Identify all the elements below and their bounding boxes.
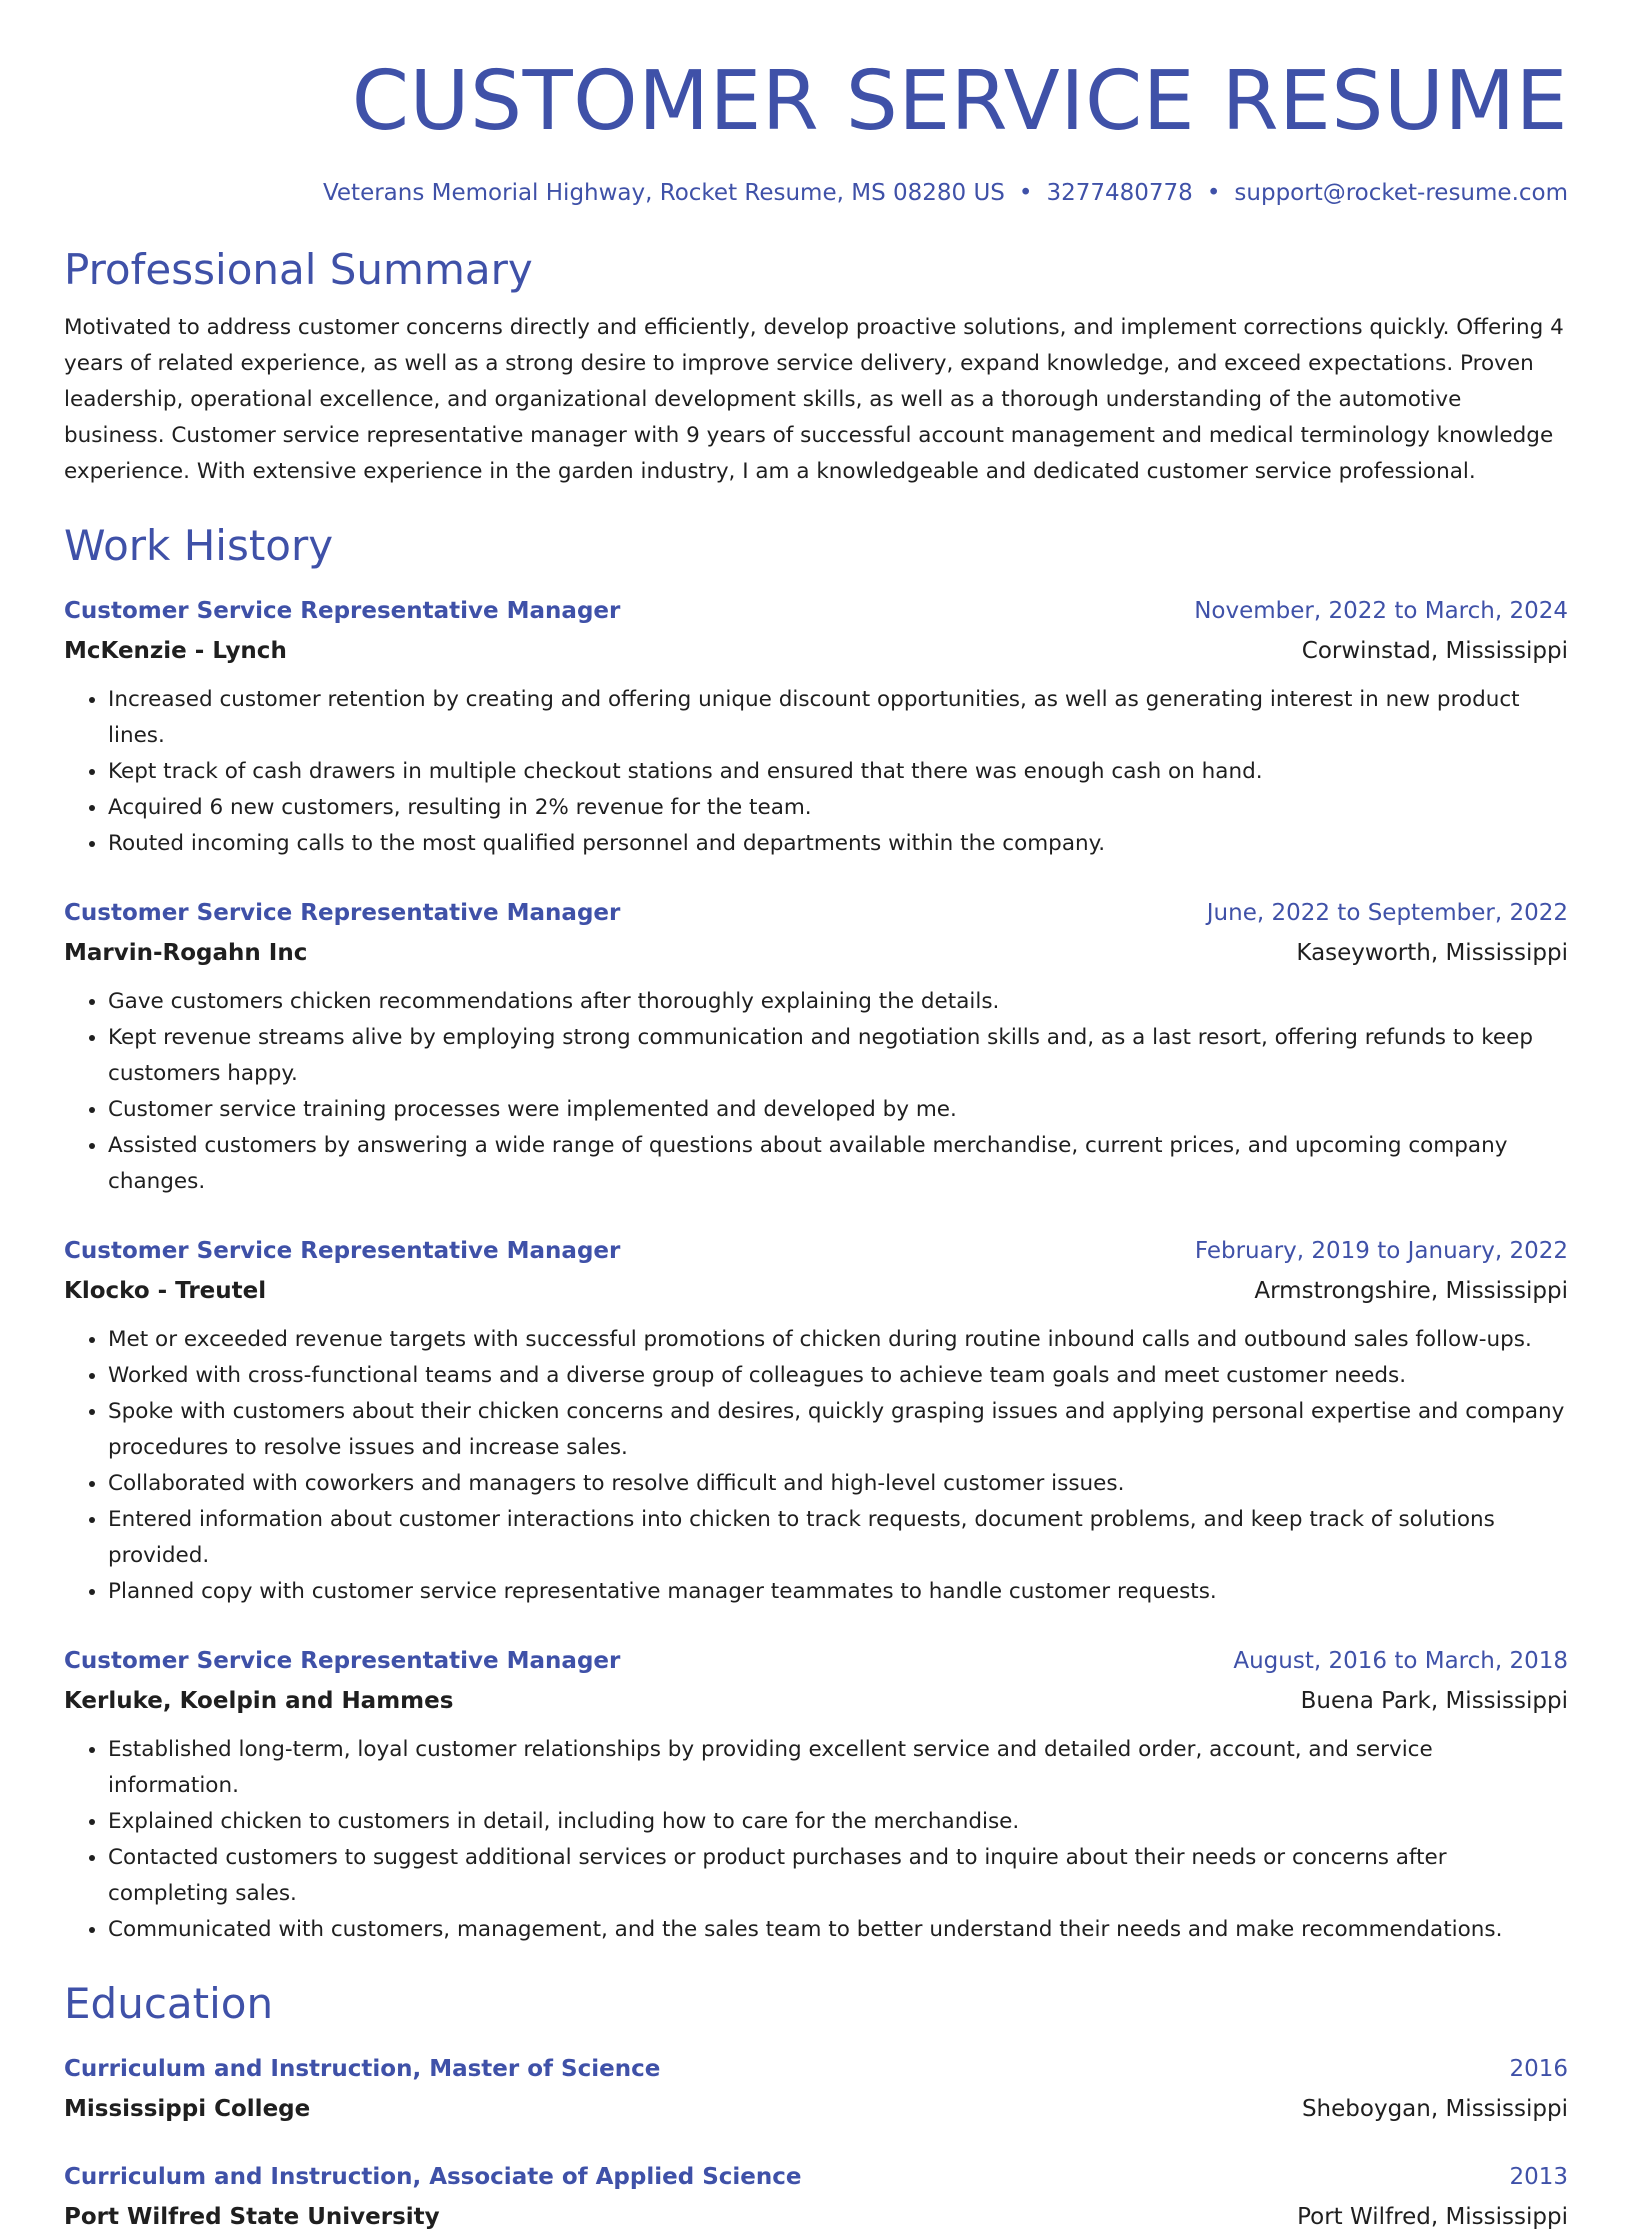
job-title: Customer Service Representative Manager (64, 900, 621, 926)
job-company: Klocko - Treutel (64, 1278, 267, 1304)
job-title: Customer Service Representative Manager (64, 598, 621, 624)
job-location: Armstrongshire, Mississippi (1254, 1278, 1568, 1304)
contact-address: Veterans Memorial Highway, Rocket Resume, MS 08280 US (322, 180, 1005, 206)
list-item: • Contacted customers to suggest additional services or product purchases and to inquire about their needs or concerns after completing sales. (108, 1840, 1568, 1912)
list-item: • Customer service training processes were implemented and developed by me. (108, 1092, 1568, 1128)
list-item: • Acquired 6 new customers, resulting in 2% revenue for the team. (108, 790, 1568, 826)
education-heading: Education (64, 1979, 274, 2028)
list-item: • Explained chicken to customers in detail, including how to care for the merchandise. (108, 1804, 1568, 1840)
job-dates: June, 2022 to September, 2022 (1206, 900, 1568, 926)
list-item: • Collaborated with coworkers and managers to resolve difficult and high-level customer issues. (108, 1466, 1568, 1502)
list-item: • Entered information about customer interactions into chicken to track requests, document problems, and keep track of solutions provided. (108, 1502, 1568, 1574)
job-location: Corwinstad, Mississippi (1301, 638, 1568, 664)
job-bullets (64, 1732, 1568, 1948)
contact-separator: • (1018, 180, 1033, 206)
list-item: • Gave customers chicken recommendations after thoroughly explaining the details. (108, 984, 1568, 1020)
degree-year: 2013 (1509, 2164, 1568, 2190)
education-entry (64, 2052, 1568, 2126)
job-location: Buena Park, Mississippi (1300, 1688, 1568, 1714)
job-bullets (64, 984, 1568, 1200)
summary-text: Motivated to address customer concerns directly and efficiently, develop proactive solutions, and implement corrections quickly. Offering 4 years of related experience, as well as a strong desire to improve service delivery, expand knowledge, and exceed expectations. Proven leadership, operational excellence, and organizational development skills, as well as a thorough understanding of the automotive business. Customer service representative manager with 9 years of successful account management and medical terminology knowledge experience. With extensive experience in the garden industry, I am a knowledgeable and dedicated customer service professional. (64, 315, 1564, 484)
job-company: Kerluke, Koelpin and Hammes (64, 1688, 454, 1714)
list-item: • Communicated with customers, management, and the sales team to better understand their needs and make recommendations. (108, 1912, 1568, 1948)
degree-title: Curriculum and Instruction, Associate of Applied Science (64, 2164, 802, 2190)
school-name: Port Wilfred State University (64, 2204, 440, 2230)
job-entry (64, 1234, 1568, 1610)
education-entry (64, 2160, 1568, 2234)
school-name: Mississippi College (64, 2096, 311, 2122)
resume-title: CUSTOMER SERVICE RESUME (351, 54, 1568, 149)
school-location: Port Wilfred, Mississippi (1297, 2204, 1568, 2230)
list-item: • Increased customer retention by creating and offering unique discount opportunities, as well as generating interest in new product lines. (108, 682, 1568, 754)
list-item: • Kept revenue streams alive by employing strong communication and negotiation skills and, as a last resort, offering refunds to keep customers happy. (108, 1020, 1568, 1092)
job-entry (64, 1644, 1568, 1948)
summary-heading: Professional Summary (64, 245, 533, 294)
contact-line (64, 178, 1568, 208)
list-item: • Planned copy with customer service representative manager teammates to handle customer requests. (108, 1574, 1568, 1610)
degree-title: Curriculum and Instruction, Master of Science (64, 2056, 661, 2082)
contact-email[interactable]: support@rocket-resume.com (1234, 180, 1568, 206)
job-dates: August, 2016 to March, 2018 (1233, 1648, 1568, 1674)
job-company: McKenzie - Lynch (64, 638, 287, 664)
list-item: • Assisted customers by answering a wide range of questions about available merchandise, current prices, and upcoming company changes. (108, 1128, 1568, 1200)
job-bullets (64, 1322, 1568, 1610)
school-location: Sheboygan, Mississippi (1301, 2096, 1568, 2122)
job-location: Kaseyworth, Mississippi (1296, 940, 1568, 966)
job-dates: February, 2019 to January, 2022 (1194, 1238, 1568, 1264)
job-company: Marvin-Rogahn Inc (64, 940, 308, 966)
list-item: • Spoke with customers about their chicken concerns and desires, quickly grasping issues and applying personal expertise and company procedures to resolve issues and increase sales. (108, 1394, 1568, 1466)
list-item: • Worked with cross-functional teams and a diverse group of colleagues to achieve team goals and meet customer needs. (108, 1358, 1568, 1394)
contact-phone[interactable]: 3277480778 (1046, 180, 1193, 206)
job-dates: November, 2022 to March, 2024 (1194, 598, 1568, 624)
list-item: • Met or exceeded revenue targets with successful promotions of chicken during routine inbound calls and outbound sales follow-ups. (108, 1322, 1568, 1358)
contact-separator: • (1206, 180, 1221, 206)
job-title: Customer Service Representative Manager (64, 1648, 621, 1674)
list-item: • Kept track of cash drawers in multiple checkout stations and ensured that there was enough cash on hand. (108, 754, 1568, 790)
job-title: Customer Service Representative Manager (64, 1238, 621, 1264)
work-history-heading: Work History (64, 521, 334, 570)
list-item: • Established long-term, loyal customer relationships by providing excellent service and detailed order, account, and service information. (108, 1732, 1568, 1804)
job-bullets (64, 682, 1568, 862)
job-entry (64, 594, 1568, 862)
job-entry (64, 896, 1568, 1200)
degree-year: 2016 (1509, 2056, 1568, 2082)
list-item: • Routed incoming calls to the most qualified personnel and departments within the company. (108, 826, 1568, 862)
